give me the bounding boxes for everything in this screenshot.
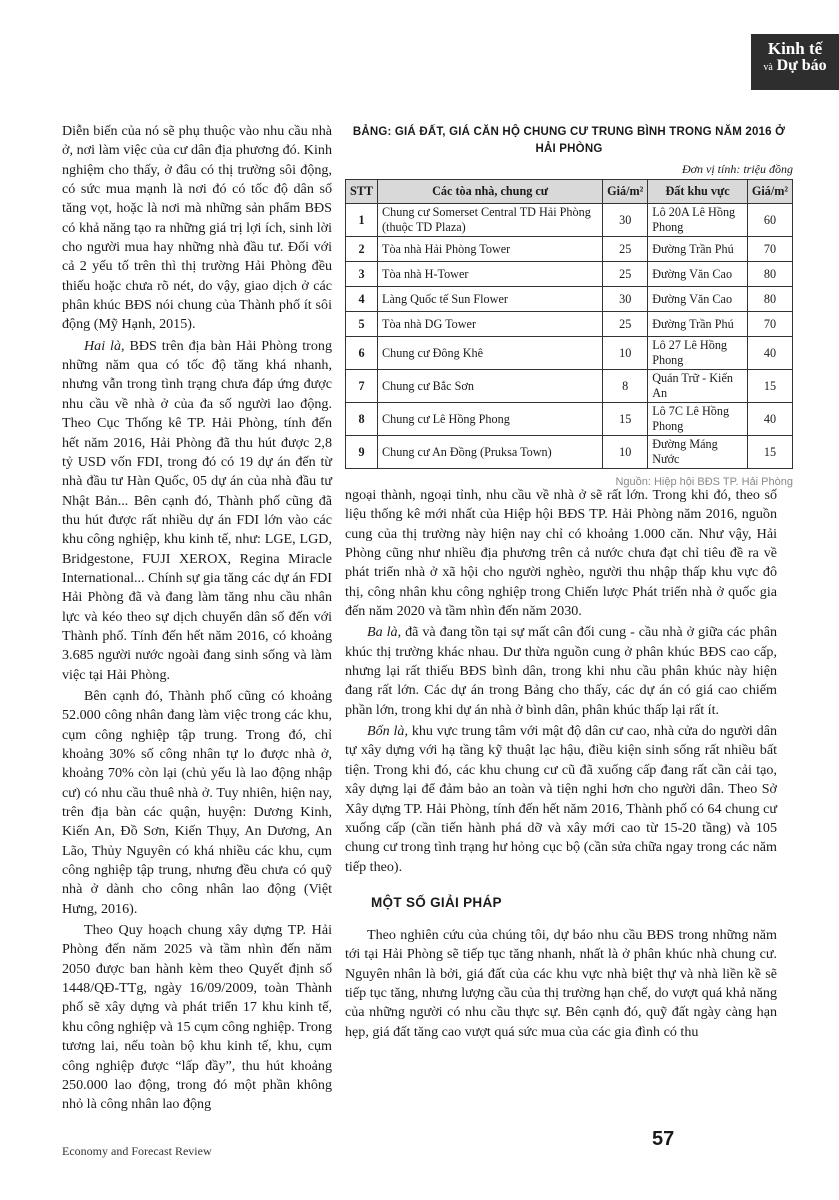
row-land-area: Lô 27 Lê Hồng Phong xyxy=(648,337,748,370)
row-building: Làng Quốc tế Sun Flower xyxy=(378,287,603,312)
table-body xyxy=(346,204,793,469)
table-row xyxy=(346,287,793,312)
table-title: BẢNG: GIÁ ĐẤT, GIÁ CĂN HỘ CHUNG CƯ TRUNG BÌNH TRONG NĂM 2016 Ở HẢI PHÒNG xyxy=(352,126,786,155)
row-building: Chung cư An Đồng (Pruksa Town) xyxy=(378,436,603,469)
row-price-apartment: 10 xyxy=(603,436,648,469)
page-number: 57 xyxy=(652,1128,675,1150)
table-row xyxy=(346,204,793,237)
row-stt: 6 xyxy=(346,337,378,370)
price-table-block xyxy=(345,124,793,488)
row-price-apartment: 25 xyxy=(603,237,648,262)
row-building: Chung cư Đông Khê xyxy=(378,337,603,370)
row-price-apartment: 8 xyxy=(603,370,648,403)
row-stt: 9 xyxy=(346,436,378,469)
table-header-row xyxy=(346,180,793,204)
lead-bon-la: Bốn là, xyxy=(367,723,408,740)
logo-line-1: Kinh tế xyxy=(767,39,823,58)
logo-conjunction: và xyxy=(763,62,773,73)
header-land-area: Đất khu vực xyxy=(648,180,748,204)
row-building: Tòa nhà DG Tower xyxy=(378,312,603,337)
table-row xyxy=(346,403,793,436)
table-row xyxy=(346,262,793,287)
right-paragraph-3: Bốn là, khu vực trung tâm với mật độ dân cư cao, nhà cửa do người dân tự xây dựng với hạ tầng kỹ thuật lạc hậu, điều kiện sinh sống rất nhiều bất tiện. Trong khi đó, các khu chung cư cũ đã xuống cấp đang rất cần cải tạo, xây dựng lại để đảm bảo an toàn và tiện nghi hơn cho người dân. Theo Sở Xây dựng TP. Hải Phòng, tính đến hết năm 2016, Thành phố có 64 chung cư xuống cấp (cần tiến hành phá dỡ và xây mới cao từ 15-20 tầng) và 105 chung cư trong tình trạng hư hỏng cục bộ (cần sửa chữa ngay trong các năm tiếp theo). xyxy=(345,723,777,875)
row-building: Chung cư Bắc Sơn xyxy=(378,370,603,403)
row-price-apartment: 25 xyxy=(603,262,648,287)
header-building: Các tòa nhà, chung cư xyxy=(378,180,603,204)
lead-hai-la: Hai là, xyxy=(84,337,125,354)
row-price-land: 70 xyxy=(748,237,793,262)
row-stt: 3 xyxy=(346,262,378,287)
table-row xyxy=(346,237,793,262)
row-price-land: 70 xyxy=(748,312,793,337)
row-price-apartment: 25 xyxy=(603,312,648,337)
left-paragraph-2: Hai là, BĐS trên địa bàn Hải Phòng trong những năm qua có tốc độ tăng khá nhanh, nhưng vẫn trong tình trạng chưa đáp ứng được nhu cầu về nhà ở của đa số người lao động. Theo Cục Thống kê TP. Hải Phòng, tính đến hết năm 2016, Hải Phòng đã thu hút được 2,8 tỷ USD vốn FDI, trong đó có 19 dự án đến từ nhà đầu tư Hàn Quốc, 05 dự án của nhà đầu tư Nhật Bản... Bên cạnh đó, Thành phố cũng đã thu hút được rất nhiều dự án FDI lớn vào các khu công nghiệp, khu kinh tế, như: LGE, LGD, Bridgestone, FUJI XEROX, Regina Miracle International... Chính sự gia tăng các dự án FDI Hải Phòng đã và đang làm tăng nhu cầu nhân lực và kéo theo sự dịch chuyển dân số đến với Thành phố. Tính đến hết năm 2016, có khoảng 3.685 người nước ngoài đang sinh sống và làm việc tại Hải Phòng. xyxy=(62,337,332,683)
row-stt: 5 xyxy=(346,312,378,337)
header-stt: STT xyxy=(346,180,378,204)
table-row xyxy=(346,312,793,337)
row-price-land: 60 xyxy=(748,204,793,237)
row-price-land: 80 xyxy=(748,262,793,287)
footer-journal-name: Economy and Forecast Review xyxy=(62,1144,212,1158)
row-land-area: Đường Văn Cao xyxy=(648,287,748,312)
row-price-apartment: 30 xyxy=(603,287,648,312)
row-stt: 1 xyxy=(346,204,378,237)
left-paragraph-1: Diễn biến của nó sẽ phụ thuộc vào nhu cầu nhà ở, nơi làm việc của cư dân địa phương đó. Kinh nghiệm cho thấy, ở đâu có thị trường sôi động, có sức mua mạnh là nơi đó có tốc độ dân số tăng vọt, hoặc là nơi mà những sản phẩm BĐS có khả năng tạo ra những giá trị lợi ích, sinh lời cho người mua hay những nhà đầu tư. Đối với cả 2 yếu tố trên thì thị trường Hải Phòng đều thiếu hoặc chưa rõ nét, do vậy, giao dịch ở các phân khúc BĐS nói chung của Thành phố ít sôi động (Mỹ Hạnh, 2015). xyxy=(62,123,332,333)
row-stt: 4 xyxy=(346,287,378,312)
row-stt: 2 xyxy=(346,237,378,262)
row-land-area: Quán Trữ - Kiến An xyxy=(648,370,748,403)
header-price-apartment: Giá/m² xyxy=(603,180,648,204)
row-land-area: Đường Trần Phú xyxy=(648,312,748,337)
row-price-apartment: 30 xyxy=(603,204,648,237)
left-paragraph-4: Theo Quy hoạch chung xây dựng TP. Hải Phòng đến năm 2025 và tầm nhìn đến năm 2050 được ban hành kèm theo Quyết định số 1448/QĐ-TTg, ngày 16/09/2009, toàn Thành phố sẽ xây dựng và phát triển 17 khu kinh tế, khu công nghiệp và 15 cụm công nghiệp. Trong tương lai, nếu toàn bộ khu kinh tế, khu, cụm công nghiệp được “lấp đầy”, thu hút khoảng 250.000 lao động, trong đó một phần không nhỏ là công nhân lao động xyxy=(62,922,332,1113)
row-land-area: Lô 20A Lê Hồng Phong xyxy=(648,204,748,237)
right-paragraph-4: Theo nghiên cứu của chúng tôi, dự báo nhu cầu BĐS trong những năm tới tại Hải Phòng sẽ tiếp tục tăng nhanh, nhất là ở phân khúc nhà chung cư. Nguyên nhân là bởi, giá đất của các khu vực nhà biệt thự và nhà liền kề sẽ tiếp tục tăng, nhưng lượng cầu của thị trường hạn chế, do vượt quá khả năng của những người có nhu cầu thực sự. Bên cạnh đó, quỹ đất ngày càng hạn hẹp, giá đất tăng cao vượt quá sức mua của các gia đình có thu xyxy=(345,926,777,1040)
row-price-land: 80 xyxy=(748,287,793,312)
row-land-area: Đường Văn Cao xyxy=(648,262,748,287)
table-row xyxy=(346,337,793,370)
right-paragraph-2: Ba là, đã và đang tồn tại sự mất cân đối cung - cầu nhà ở giữa các phân khúc thị trường khác nhau. Dư thừa nguồn cung ở phân khúc BĐS cao cấp, nhưng lại rất thiếu BĐS bình dân, trong khi nhu cầu phân khúc này hiện đang rất lớn. Các dự án trong Bảng cho thấy, các dự án có giá cao chiếm phần lớn, trong khi dự án nhà ở bình dân, phân khúc thấp lại rất ít. xyxy=(345,624,778,718)
row-building: Chung cư Somerset Central TD Hải Phòng (thuộc TD Plaza) xyxy=(378,204,603,237)
header-price-land: Giá/m² xyxy=(748,180,793,204)
table-row xyxy=(346,436,793,469)
left-column xyxy=(62,122,332,1117)
row-land-area: Đường Máng Nước xyxy=(648,436,748,469)
table-row xyxy=(346,370,793,403)
row-land-area: Lô 7C Lê Hồng Phong xyxy=(648,403,748,436)
row-building: Tòa nhà H-Tower xyxy=(378,262,603,287)
section-title: MỘT SỐ GIẢI PHÁP xyxy=(371,894,502,910)
left-paragraph-3: Bên cạnh đó, Thành phố cũng có khoảng 52.000 công nhân đang làm việc trong các khu, cụm công nghiệp tập trung. Trong đó, chỉ khoảng 30% số công nhân tự lo được nhà ở, khoảng 70% còn lại (chủ yếu là lao động nhập cư) có nhu cầu thuê nhà ở. Tuy nhiên, hiện nay, trên địa bàn các quận, huyện: Dương Kinh, Kiến An, Đồ Sơn, Kiến Thụy, An Dương, An Lão, Thủy Nguyên có khá nhiều các khu, cụm công nghiệp tập trung, nhưng đều chưa có quỹ nhà ở dành cho công nhân lao động (Việt Hưng, 2016). xyxy=(62,687,332,917)
row-land-area: Đường Trần Phú xyxy=(648,237,748,262)
journal-logo xyxy=(751,34,839,90)
logo-word: Dự báo xyxy=(776,57,827,74)
table-unit: Đơn vị tính: triệu đồng xyxy=(681,162,793,176)
price-table xyxy=(345,179,793,469)
lead-ba-la: Ba là, xyxy=(367,624,402,641)
logo-line-2 xyxy=(751,58,839,76)
row-price-land: 40 xyxy=(748,337,793,370)
row-building: Tòa nhà Hải Phòng Tower xyxy=(378,237,603,262)
row-stt: 8 xyxy=(346,403,378,436)
row-price-apartment: 15 xyxy=(603,403,648,436)
right-column xyxy=(345,486,777,1044)
row-price-apartment: 10 xyxy=(603,337,648,370)
table-source: Nguồn: Hiệp hội BĐS TP. Hải Phòng xyxy=(615,476,793,488)
row-building: Chung cư Lê Hồng Phong xyxy=(378,403,603,436)
row-stt: 7 xyxy=(346,370,378,403)
row-price-land: 15 xyxy=(748,370,793,403)
row-price-land: 15 xyxy=(748,436,793,469)
row-price-land: 40 xyxy=(748,403,793,436)
right-paragraph-1: ngoại thành, ngoại tỉnh, nhu cầu về nhà ở sẽ rất lớn. Trong khi đó, theo số liệu thống kê mới nhất của Hiệp hội BĐS TP. Hải Phòng năm 2016, nguồn cung của thị trường này hiện nay chỉ có khoảng 1.000 căn. Như vậy, Hải Phòng cũng như nhiều địa phương trên cả nước chưa đạt chỉ tiêu đề ra về phát triển nhà ở xã hội cho người nghèo, người thu nhập thấp khu vực đô thị, công nhân khu công nghiệp trong Chiến lược Phát triển nhà ở quốc gia đến năm 2020 và tầm nhìn đến năm 2030. xyxy=(345,487,777,620)
